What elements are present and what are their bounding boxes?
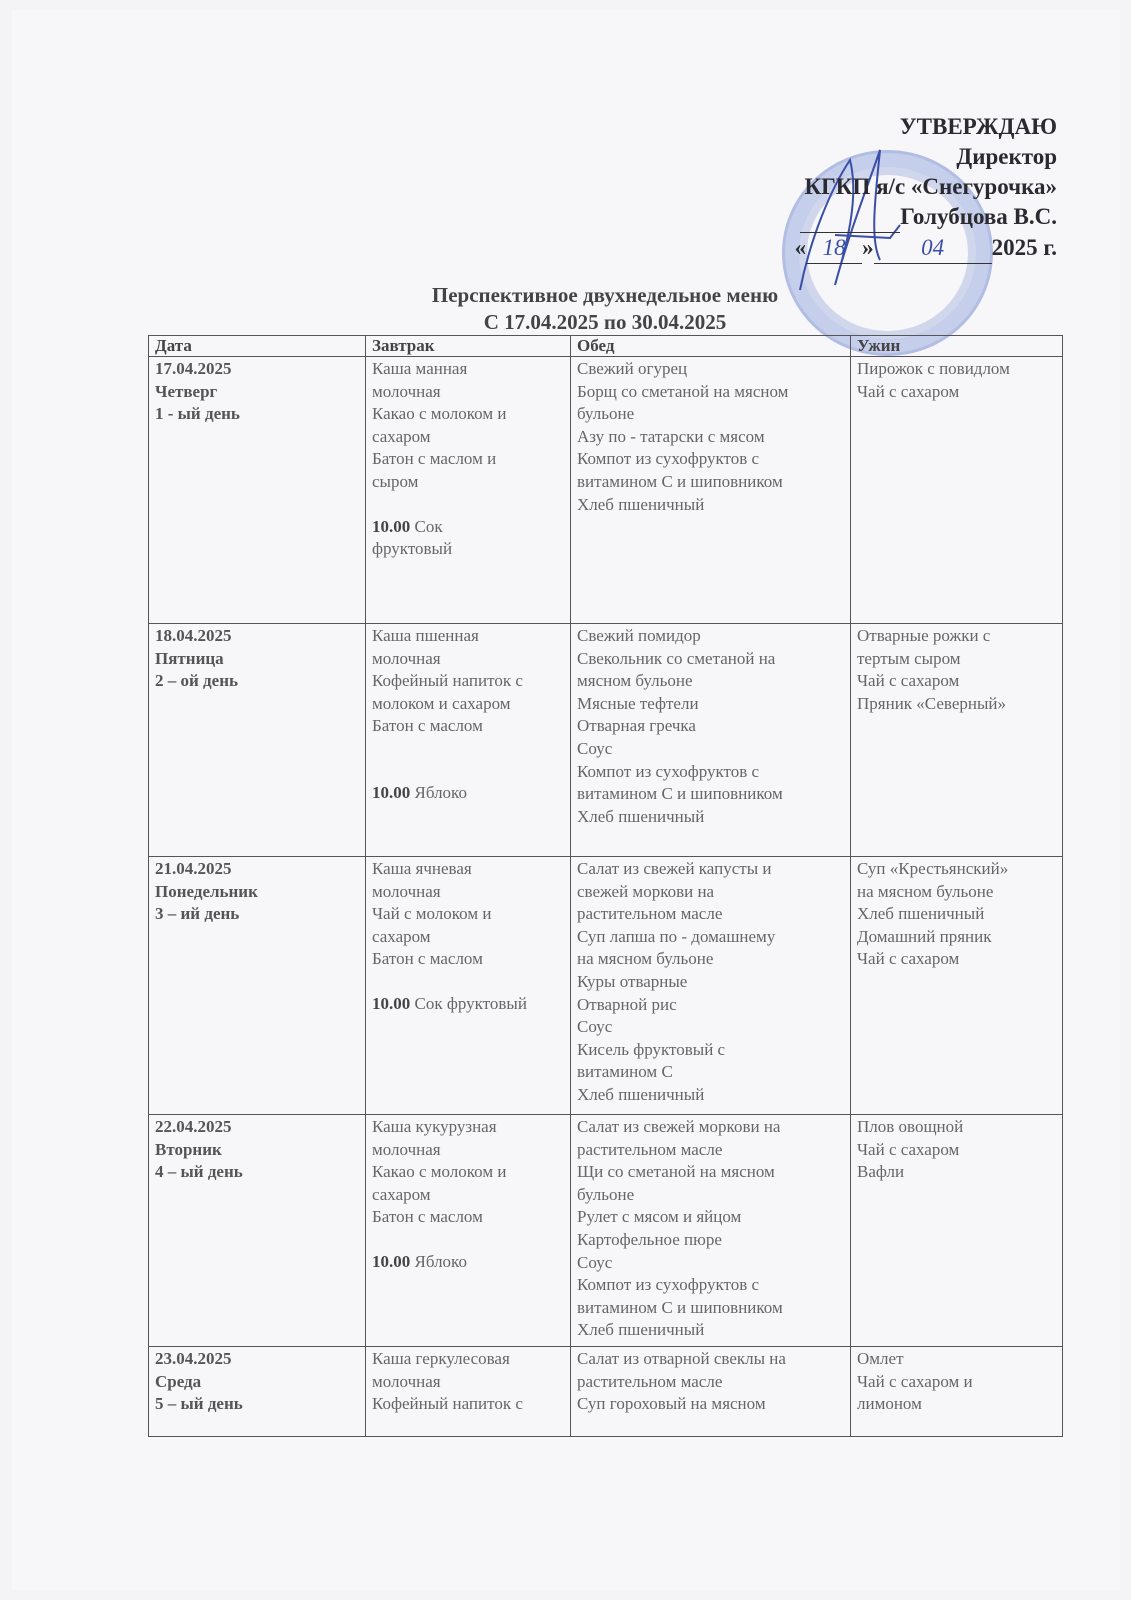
dinner-cell-line: на мясном бульоне bbox=[857, 881, 994, 901]
lunch-cell-line: Куры отварные bbox=[577, 971, 688, 991]
lunch-cell-line: Свежий помидор bbox=[577, 626, 701, 645]
breakfast-cell-line: сахаром bbox=[372, 926, 431, 946]
breakfast-cell-line: сахаром bbox=[372, 1184, 431, 1204]
dinner-cell-line: Суп «Крестьянский» bbox=[857, 859, 1009, 878]
lunch-cell-line: витамином С и шиповником bbox=[577, 1297, 783, 1317]
lunch-cell-line: Компот из сухофруктов с bbox=[577, 761, 760, 781]
date-cell bbox=[149, 1347, 366, 1437]
lunch-cell-line: Картофельное пюре bbox=[577, 1229, 722, 1249]
breakfast-cell-line: сахаром bbox=[372, 426, 431, 446]
table-header-row bbox=[149, 336, 1063, 357]
breakfast-cell-line: Каша манная bbox=[372, 359, 468, 378]
snack-item: Сок bbox=[414, 516, 443, 536]
lunch-cell-line: растительном масле bbox=[577, 1139, 723, 1159]
date-cell-line: Четверг bbox=[155, 381, 218, 401]
snack-time: 10.00 bbox=[372, 993, 411, 1013]
dinner-cell-line: Хлеб пшеничный bbox=[857, 904, 985, 924]
spacer bbox=[372, 1229, 564, 1251]
lunch-cell-line: Салат из свежей моркови на bbox=[577, 1117, 781, 1136]
date-cell-line: 5 – ый день bbox=[155, 1394, 243, 1414]
breakfast-cell-line: Батон с маслом bbox=[372, 716, 483, 736]
approval-block: УТВЕРЖДАЮ Директор КГКП я/с «Снегурочка» Голубцова В.С. « 18 » 04 2025 г. bbox=[795, 112, 1057, 264]
lunch-cell-line: витамином С и шиповником bbox=[577, 471, 783, 491]
breakfast-cell bbox=[366, 357, 571, 624]
breakfast-cell-line: Какао с молоком и bbox=[372, 404, 507, 424]
breakfast-cell-line: Чай с молоком и bbox=[372, 904, 492, 924]
approval-year: 2025 г. bbox=[991, 235, 1057, 260]
lunch-cell-line: бульоне bbox=[577, 1184, 635, 1204]
dinner-cell-line: Вафли bbox=[857, 1162, 905, 1182]
lunch-cell-line: Соус bbox=[577, 1017, 613, 1037]
table-row bbox=[149, 357, 1063, 624]
dinner-cell-line: Чай с сахаром bbox=[857, 949, 960, 969]
lunch-cell-line: Борщ со сметаной на мясном bbox=[577, 381, 789, 401]
header-lunch: Обед bbox=[571, 336, 851, 357]
date-cell-line: Пятница bbox=[155, 648, 224, 668]
date-cell bbox=[149, 857, 366, 1115]
lunch-cell-line: Рулет с мясом и яйцом bbox=[577, 1207, 742, 1227]
snack-line bbox=[372, 782, 564, 805]
approval-month: 04 bbox=[874, 233, 992, 264]
dinner-cell-line: Чай с сахаром и bbox=[857, 1371, 973, 1391]
lunch-cell-line: Салат из отварной свеклы на bbox=[577, 1349, 786, 1368]
date-cell bbox=[149, 624, 366, 857]
dinner-cell-line: Чай с сахаром bbox=[857, 381, 960, 401]
breakfast-cell-line: молочная bbox=[372, 1371, 441, 1391]
breakfast-cell-line: Каша кукурузная bbox=[372, 1117, 497, 1136]
lunch-cell-line: Кисель фруктовый с bbox=[577, 1039, 726, 1059]
date-cell-line: Понедельник bbox=[155, 881, 258, 901]
lunch-cell-line: Компот из сухофруктов с bbox=[577, 1275, 760, 1295]
snack-time: 10.00 bbox=[372, 516, 411, 536]
snack-time: 10.00 bbox=[372, 1251, 411, 1271]
dinner-cell bbox=[851, 357, 1063, 624]
breakfast-cell-line: сыром bbox=[372, 471, 419, 491]
dinner-cell bbox=[851, 857, 1063, 1115]
lunch-cell-line: витамином С и шиповником bbox=[577, 784, 783, 804]
breakfast-cell bbox=[366, 1347, 571, 1437]
header-date: Дата bbox=[149, 336, 366, 357]
snack-line bbox=[372, 516, 564, 539]
lunch-cell-line: Щи со сметаной на мясном bbox=[577, 1162, 775, 1182]
lunch-cell-line: Азу по - татарски с мясом bbox=[577, 426, 765, 446]
lunch-cell-line: бульоне bbox=[577, 404, 635, 424]
menu-table bbox=[148, 335, 1063, 1437]
date-cell-line: Среда bbox=[155, 1371, 202, 1391]
document-period: С 17.04.2025 по 30.04.2025 bbox=[483, 310, 727, 334]
table-row bbox=[149, 857, 1063, 1115]
dinner-cell bbox=[851, 1347, 1063, 1437]
lunch-cell-line: Суп лапша по - домашнему bbox=[577, 926, 776, 946]
lunch-cell-line: Свекольник со сметаной на bbox=[577, 648, 776, 668]
table-row bbox=[149, 1115, 1063, 1347]
breakfast-cell-line: молочная bbox=[372, 1139, 441, 1159]
lunch-cell-line: Мясные тефтели bbox=[577, 693, 699, 713]
lunch-cell-line: Свежий огурец bbox=[577, 359, 688, 378]
spacer bbox=[372, 760, 564, 782]
table-row bbox=[149, 624, 1063, 857]
breakfast-cell-line: Батон с маслом bbox=[372, 1207, 483, 1227]
date-cell-line: 22.04.2025 bbox=[155, 1117, 232, 1136]
date-cell-line: 23.04.2025 bbox=[155, 1349, 232, 1368]
approval-day: 18 bbox=[806, 233, 862, 264]
snack-line bbox=[372, 993, 564, 1016]
breakfast-cell-line: молочная bbox=[372, 648, 441, 668]
date-cell-line: 3 – ий день bbox=[155, 904, 240, 924]
breakfast-cell bbox=[366, 624, 571, 857]
approval-heading: УТВЕРЖДАЮ bbox=[899, 114, 1057, 139]
snack-item-cont: фруктовый bbox=[372, 539, 453, 559]
dinner-cell-line: Омлет bbox=[857, 1349, 904, 1368]
lunch-cell-line: на мясном бульоне bbox=[577, 949, 714, 969]
dinner-cell-line: Пирожок с повидлом bbox=[857, 359, 1010, 378]
lunch-cell-line: мясном бульоне bbox=[577, 671, 693, 691]
table-row bbox=[149, 1347, 1063, 1437]
breakfast-cell-line: молоком и сахаром bbox=[372, 693, 511, 713]
lunch-cell-line: Хлеб пшеничный bbox=[577, 494, 705, 514]
date-cell-line: 21.04.2025 bbox=[155, 859, 232, 878]
dinner-cell bbox=[851, 624, 1063, 857]
breakfast-cell-line: Кофейный напиток с bbox=[372, 671, 523, 691]
snack-time: 10.00 bbox=[372, 782, 411, 802]
date-cell-line: 18.04.2025 bbox=[155, 626, 232, 645]
lunch-cell-line: Хлеб пшеничный bbox=[577, 1084, 705, 1104]
approval-name: Голубцова В.С. bbox=[900, 204, 1057, 229]
dinner-cell-line: тертым сыром bbox=[857, 648, 961, 668]
dinner-cell-line: Отварные рожки с bbox=[857, 626, 991, 645]
approval-position: Директор bbox=[956, 144, 1057, 169]
spacer bbox=[372, 971, 564, 993]
spacer bbox=[372, 738, 564, 760]
breakfast-cell-line: Каша геркулесовая bbox=[372, 1349, 510, 1368]
lunch-cell-line: Компот из сухофруктов с bbox=[577, 449, 760, 469]
breakfast-cell bbox=[366, 1115, 571, 1347]
snack-item: Яблоко bbox=[414, 1251, 467, 1271]
spacer bbox=[372, 494, 564, 516]
lunch-cell-line: Хлеб пшеничный bbox=[577, 1320, 705, 1340]
lunch-cell bbox=[571, 624, 851, 857]
lunch-cell bbox=[571, 1347, 851, 1437]
lunch-cell-line: Хлеб пшеничный bbox=[577, 806, 705, 826]
date-cell-line: Вторник bbox=[155, 1139, 222, 1159]
breakfast-cell-line: Каша пшенная bbox=[372, 626, 479, 645]
dinner-cell bbox=[851, 1115, 1063, 1347]
header-dinner: Ужин bbox=[851, 336, 1063, 357]
snack-item: Яблоко bbox=[414, 782, 467, 802]
lunch-cell-line: Отварная гречка bbox=[577, 716, 696, 736]
header-breakfast: Завтрак bbox=[366, 336, 571, 357]
document-title: Перспективное двухнедельное меню bbox=[431, 283, 779, 307]
snack-item: Сок фруктовый bbox=[414, 993, 527, 1013]
snack-line bbox=[372, 1251, 564, 1274]
breakfast-cell-line: Батон с маслом bbox=[372, 949, 483, 969]
breakfast-cell-line: Каша ячневая bbox=[372, 859, 472, 878]
dinner-cell-line: Чай с сахаром bbox=[857, 1139, 960, 1159]
date-cell-line: 4 – ый день bbox=[155, 1162, 243, 1182]
breakfast-cell-line: Кофейный напиток с bbox=[372, 1394, 523, 1414]
lunch-cell-line: растительном масле bbox=[577, 904, 723, 924]
approval-organization: КГКП я/с «Снегурочка» bbox=[804, 174, 1057, 199]
date-cell bbox=[149, 357, 366, 624]
dinner-cell-line: Плов овощной bbox=[857, 1117, 964, 1136]
date-cell bbox=[149, 1115, 366, 1347]
lunch-cell bbox=[571, 857, 851, 1115]
lunch-cell-line: Отварной рис bbox=[577, 994, 677, 1014]
lunch-cell-line: растительном масле bbox=[577, 1371, 723, 1391]
dinner-cell-line: Чай с сахаром bbox=[857, 671, 960, 691]
dinner-cell-line: лимоном bbox=[857, 1394, 922, 1414]
breakfast-cell-line: Какао с молоком и bbox=[372, 1162, 507, 1182]
lunch-cell-line: Суп гороховый на мясном bbox=[577, 1394, 766, 1414]
lunch-cell-line: Салат из свежей капусты и bbox=[577, 859, 772, 878]
lunch-cell-line: Соус bbox=[577, 738, 613, 758]
lunch-cell-line: Соус bbox=[577, 1252, 613, 1272]
lunch-cell bbox=[571, 1115, 851, 1347]
breakfast-cell-line: молочная bbox=[372, 381, 441, 401]
breakfast-cell bbox=[366, 857, 571, 1115]
dinner-cell-line: Домашний пряник bbox=[857, 926, 992, 946]
lunch-cell bbox=[571, 357, 851, 624]
breakfast-cell-line: молочная bbox=[372, 881, 441, 901]
breakfast-cell-line: Батон с маслом и bbox=[372, 449, 497, 469]
lunch-cell-line: витамином С bbox=[577, 1062, 673, 1082]
lunch-cell-line: свежей моркови на bbox=[577, 881, 715, 901]
date-cell-line: 17.04.2025 bbox=[155, 359, 232, 378]
date-cell-line: 2 – ой день bbox=[155, 671, 238, 691]
dinner-cell-line: Пряник «Северный» bbox=[857, 693, 1006, 713]
date-cell-line: 1 - ый день bbox=[155, 404, 240, 424]
